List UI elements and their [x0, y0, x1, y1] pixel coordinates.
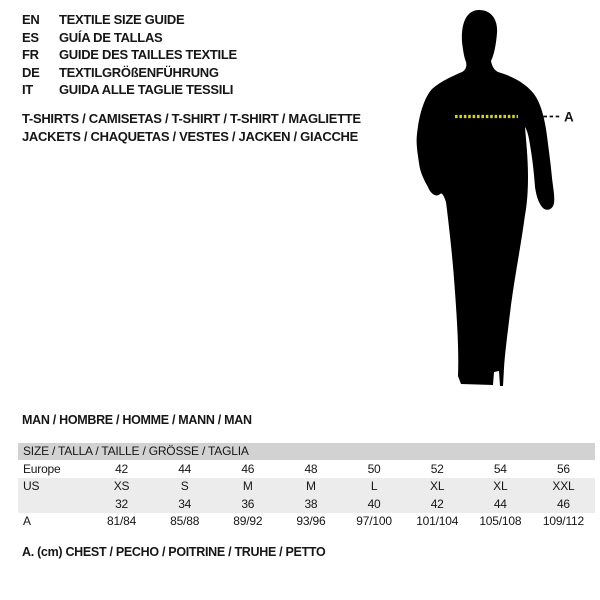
man-silhouette [417, 10, 555, 386]
size-cell: 50 [367, 461, 381, 476]
table-row-chest-a [18, 513, 595, 531]
row-label: A [23, 514, 31, 529]
language-row [22, 64, 237, 82]
size-cell: 42 [115, 461, 129, 476]
language-code: DE [22, 64, 40, 80]
language-row [22, 46, 237, 64]
measurement-footnote: A. (cm) CHEST / PECHO / POITRINE / TRUHE / PETTO [22, 545, 326, 559]
language-code: FR [22, 47, 39, 63]
language-label: TEXTILE SIZE GUIDE [59, 12, 185, 28]
size-cell: 44 [178, 461, 192, 476]
section-title-man: MAN / HOMBRE / HOMME / MANN / MAN [22, 413, 252, 427]
language-label: GUIDE DES TAILLES TEXTILE [59, 47, 237, 63]
size-cell: XL [430, 479, 445, 494]
language-code: IT [22, 82, 33, 98]
table-row-us [18, 478, 595, 496]
language-code: ES [22, 29, 39, 45]
language-label: TEXTILGRÖßENFÜHRUNG [59, 64, 219, 80]
language-row [22, 11, 237, 29]
size-cell: 34 [178, 496, 192, 511]
row-label: US [23, 479, 40, 494]
size-cell: S [180, 479, 189, 494]
size-cell: M [306, 479, 316, 494]
language-label: GUIDA ALLE TAGLIE TESSILI [59, 82, 234, 98]
man-silhouette-figure [400, 0, 600, 400]
size-cell: 42 [430, 496, 444, 511]
table-row-europe [18, 460, 595, 478]
size-cell: 46 [241, 461, 255, 476]
size-cell: 56 [556, 461, 570, 476]
category-line-tshirts: T-SHIRTS / CAMISETAS / T-SHIRT / T-SHIRT / MAGLIETTE [22, 111, 361, 126]
language-label: GUÍA DE TALLAS [59, 29, 163, 45]
size-table [18, 443, 595, 530]
size-cell: XL [493, 479, 508, 494]
size-cell: 97/100 [356, 514, 392, 529]
size-cell: M [242, 479, 253, 494]
size-cell: 32 [115, 496, 129, 511]
size-cell: 46 [556, 496, 570, 511]
row-label: Europe [23, 461, 61, 476]
size-cell: 36 [241, 496, 255, 511]
size-cell: 52 [430, 461, 444, 476]
size-cell: XS [113, 479, 130, 494]
garment-categories [22, 110, 361, 146]
language-row [22, 29, 237, 47]
measure-label-a: A [564, 109, 574, 125]
size-cell: 38 [304, 496, 318, 511]
size-cell: XXL [552, 479, 575, 494]
size-cell: 54 [493, 461, 507, 476]
size-cell: 48 [304, 461, 318, 476]
size-cell: 81/84 [107, 514, 137, 529]
size-cell: 40 [367, 496, 381, 511]
language-guide-list [22, 11, 237, 99]
size-cell: 109/112 [542, 514, 584, 529]
size-cell: 44 [493, 496, 507, 511]
size-table-header: SIZE / TALLA / TAILLE / GRÖSSE / TAGLIA [18, 443, 595, 460]
category-line-jackets: JACKETS / CHAQUETAS / VESTES / JACKEN / GIACCHE [22, 129, 358, 144]
size-cell: L [370, 479, 378, 494]
size-cell: 85/88 [170, 514, 200, 529]
size-cell: 101/104 [416, 514, 459, 529]
language-code: EN [22, 12, 40, 28]
table-row-us-numeric [18, 495, 595, 513]
size-cell: 105/108 [479, 514, 522, 529]
size-cell: 93/96 [296, 514, 326, 529]
language-row [22, 81, 237, 99]
size-cell: 89/92 [233, 514, 263, 529]
